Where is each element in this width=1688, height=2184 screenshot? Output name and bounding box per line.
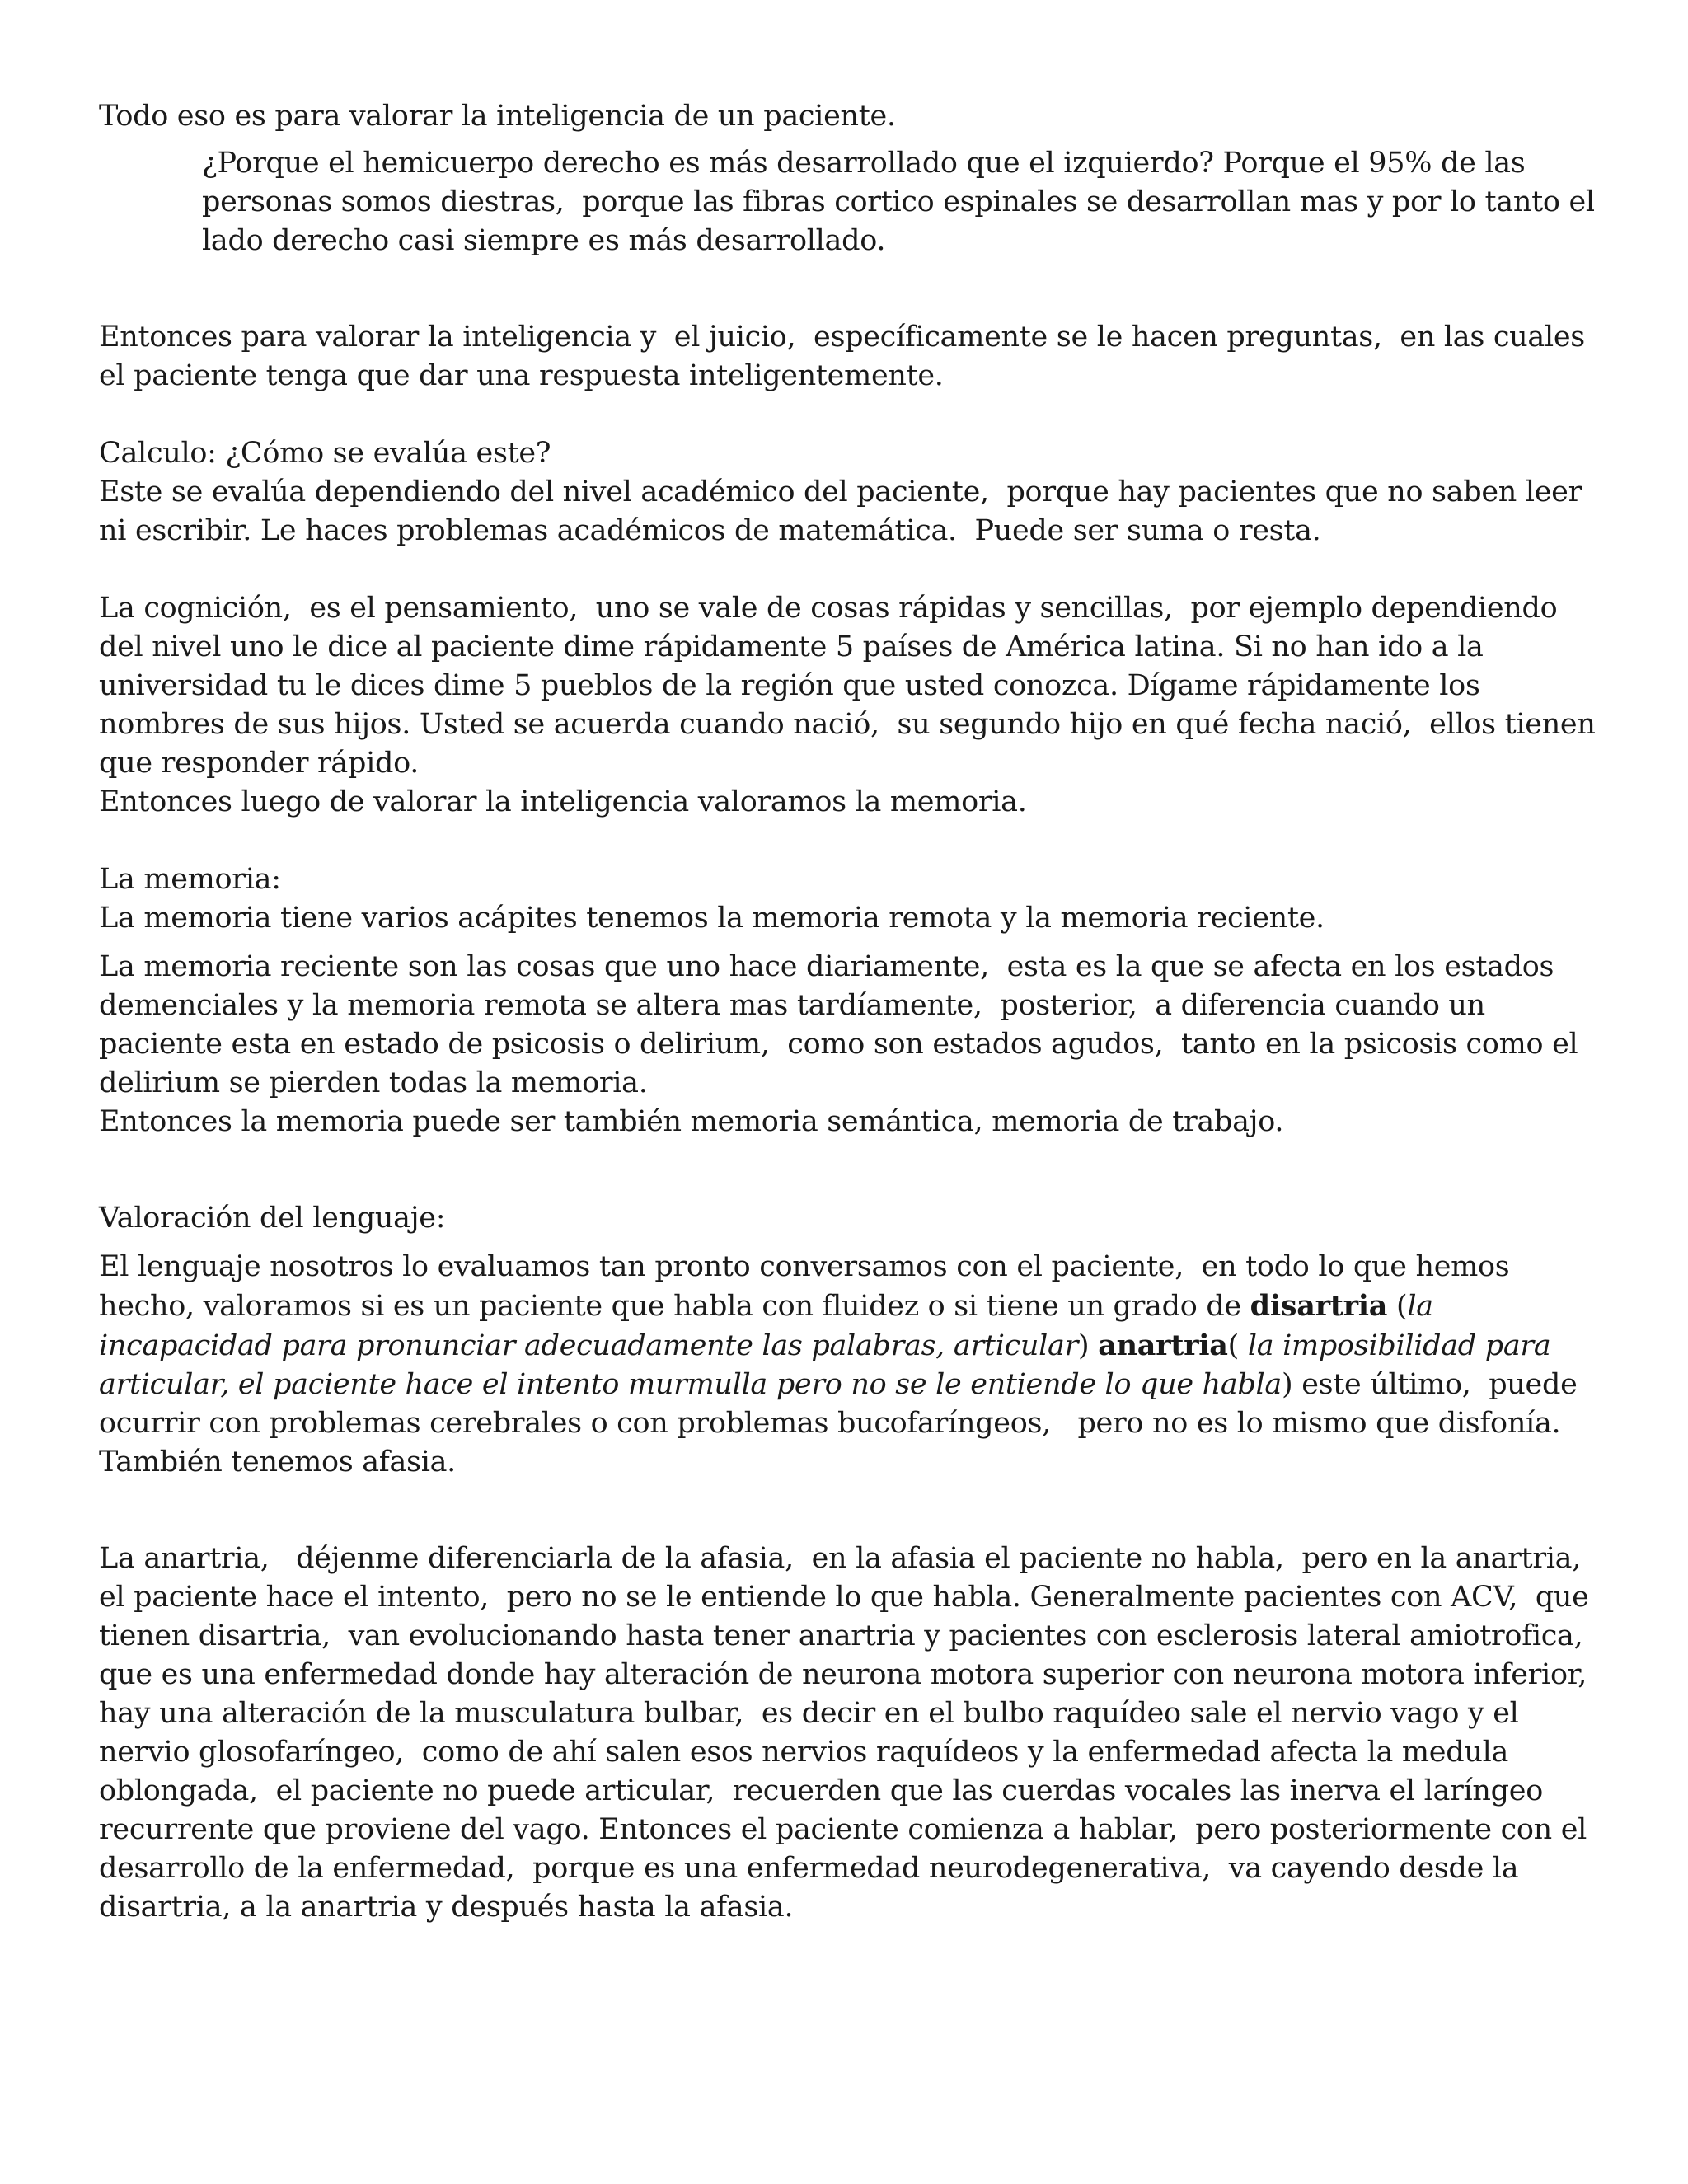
term-anartria: anartria	[1098, 1329, 1228, 1362]
paragraph-memoria-types: La memoria tiene varios acápites tenemos la memoria remota y la memoria reciente.	[99, 902, 1325, 935]
paragraph-anartria-afasia: La anartria, déjenme diferenciarla de la afasia, en la afasia el paciente no habla, pero en la anartria, el paciente hace el intento, pero no se le entiende lo que habla. Generalmente pacientes con ACV, que tienen disartria, van evolucionando hasta tener anartria y pacientes con esclerosis lateral amiotrofica, que es una enfermedad donde hay alteración de neurona motora superior con neurona motora inferior, hay una alteración de la musculatura bulbar, es decir en el bulbo raquídeo sale el nervio vago y el nervio glosofaríngeo, como de ahí salen esos nervios raquídeos y la enfermedad afecta la medula oblongada, el paciente no puede articular, recuerden que las cuerdas vocales las inerva el laríngeo recurrente que proviene del vago. Entonces el paciente comienza a hablar, pero posteriormente con el desarrollo de la enfermedad, porque es una enfermedad neurodegenerativa, va cayendo desde la disartria, a la anartria y después hasta la afasia.	[99, 1542, 1599, 1924]
paragraph-lenguaje	[99, 1248, 1607, 1482]
heading-memoria: La memoria:	[99, 863, 281, 896]
paragraph-intro: Todo eso es para valorar la inteligencia de un paciente.	[99, 100, 896, 133]
text-segment: )	[1078, 1329, 1099, 1362]
paragraph-memoria-semantica: Entonces la memoria puede ser también memoria semántica, memoria de trabajo.	[99, 1105, 1284, 1138]
definition-anartria: la imposibilidad para articular, el paciente hace el intento murmulla pero no se le entiende lo que habla	[99, 1329, 1560, 1401]
text-segment: El lenguaje nosotros lo evaluamos tan pronto conversamos con el paciente, en todo lo que hemos hecho, valoramos si es un paciente que habla con fluidez o si tiene un grado de	[99, 1250, 1519, 1323]
paragraph-calculo: Este se evalúa dependiendo del nivel académico del paciente, porque hay pacientes que no saben leer ni escribir. Le haces problemas académicos de matemática. Puede ser suma o resta.	[99, 476, 1591, 547]
paragraph-hemibody-question: ¿Porque el hemicuerpo derecho es más desarrollado que el izquierdo? Porque el 95% de las personas somos diestras, porque las fibras cortico espinales se desarrollan mas y por lo tanto el lado derecho casi siempre es más desarrollado.	[202, 147, 1604, 257]
definition-disartria: la incapacidad para pronunciar adecuadamente las palabras, articular	[99, 1290, 1442, 1362]
document-page	[99, 97, 1607, 1927]
heading-lenguaje: Valoración del lenguaje:	[99, 1202, 446, 1235]
paragraph-memoria-reciente: La memoria reciente son las cosas que uno hace diariamente, esta es la que se afecta en los estados demenciales y la memoria remota se altera mas tardíamente, posterior, a diferencia cuando un paciente esta en estado de psicosis o delirium, como son estados agudos, tanto en la psicosis como el delirium se pierden todas la memoria.	[99, 950, 1587, 1099]
paragraph-cognicion: La cognición, es el pensamiento, uno se vale de cosas rápidas y sencillas, por ejemplo dependiendo del nivel uno le dice al paciente dime rápidamente 5 países de América latina. Si no han ido a la universidad tu le dices dime 5 pueblos de la región que usted conozca. Dígame rápidamente los nombres de sus hijos. Usted se acuerda cuando nació, su segundo hijo en qué fecha nació, ellos tienen que responder rápido.	[99, 592, 1605, 780]
heading-calculo: Calculo: ¿Cómo se evalúa este?	[99, 437, 551, 470]
text-segment: ) este último, puede ocurrir con problemas cerebrales o con problemas bucofaríngeos, pero no es lo mismo que disfonía. También tenemos afasia.	[99, 1368, 1587, 1479]
paragraph-intelligence-judgment: Entonces para valorar la inteligencia y el juicio, específicamente se le hacen preguntas, en las cuales el paciente tenga que dar una respuesta inteligentemente.	[99, 321, 1594, 392]
term-disartria: disartria	[1250, 1289, 1388, 1323]
text-segment: (	[1227, 1329, 1248, 1362]
paragraph-cognicion-conclusion: Entonces luego de valorar la inteligencia valoramos la memoria.	[99, 785, 1027, 818]
text-segment: (	[1387, 1290, 1408, 1323]
